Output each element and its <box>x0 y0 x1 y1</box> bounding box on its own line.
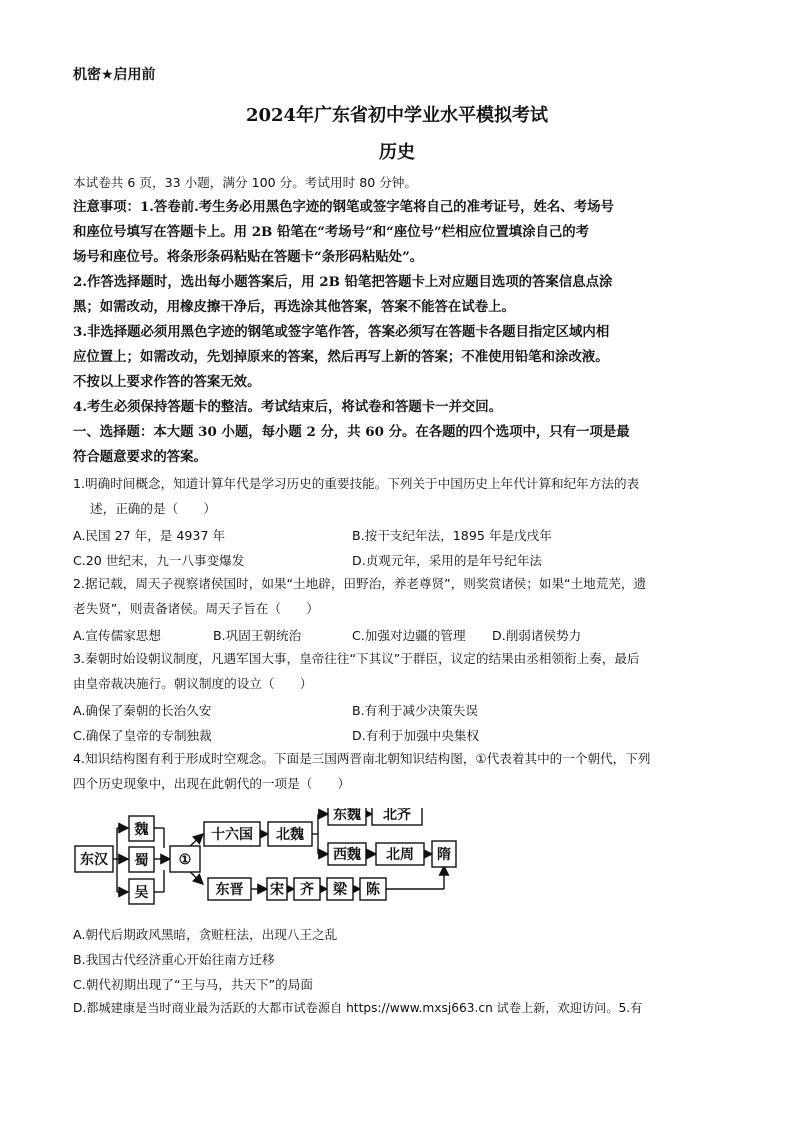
node-xiwei <box>328 843 366 865</box>
node-beiqi <box>372 808 422 825</box>
svg-text:北魏: 北魏 <box>276 827 304 843</box>
notes-line: 和座位号填写在答题卡上。用 2B 铅笔在“考场号”和“座位号”栏相应位置填涂自己的考 <box>73 224 590 240</box>
option-c: C.确保了皇帝的专制独裁 <box>73 728 212 743</box>
node-dongjin <box>208 878 251 900</box>
option-b: B.巩固王朝统治 <box>213 628 302 643</box>
svg-text:东魏: 东魏 <box>333 808 361 823</box>
notes-line: 场号和座位号。将条形条码粘贴在答题卡“条形码粘贴处”。 <box>73 249 424 265</box>
option-a: A.民国 27 年，是 4937 年 <box>73 528 226 543</box>
svg-text:吴: 吴 <box>134 885 149 901</box>
svg-text:东晋: 东晋 <box>215 882 244 898</box>
question-stem: 4.知识结构图有利于形成时空观念。下面是三国两晋南北朝知识结构图，①代表着其中的一个朝代，下列 <box>73 751 651 766</box>
option-d: D.有利于加强中央集权 <box>352 728 480 743</box>
exam-intro: 本试卷共 6 页，33 小题，满分 100 分。考试用时 80 分钟。 <box>73 175 417 190</box>
notes-line: 3.非选择题必须用黑色字迹的钢笔或签字笔作答，答案必须写在答题卡各题目指定区域内相 <box>73 324 610 340</box>
svg-text:蜀: 蜀 <box>134 853 149 869</box>
section-heading: 符合题意要求的答案。 <box>73 449 207 465</box>
svg-text:宋: 宋 <box>270 882 284 898</box>
node-shu <box>129 847 154 872</box>
exam-title: 2024年广东省初中学业水平模拟考试 <box>245 105 549 126</box>
node-wei <box>129 816 154 841</box>
question-stem: 3.秦朝时始设朝议制度，凡遇军国大事，皇帝往往“下其议”于群臣，议定的结果由丞相领衔上奏，最后 <box>73 651 640 666</box>
svg-text:齐: 齐 <box>300 882 314 898</box>
node-sui <box>432 841 456 867</box>
notes-line: 4.考生必须保持答题卡的整洁。考试结束后，将试卷和答题卡一并交回。 <box>73 399 503 415</box>
svg-text:①: ① <box>178 852 192 868</box>
node-circle-one <box>170 846 200 872</box>
subject-title: 历史 <box>379 142 415 163</box>
node-liang <box>327 878 353 900</box>
node-wu <box>129 879 154 904</box>
question-stem: 四个历史现象中，出现在此朝代的一项是（ ） <box>73 776 351 791</box>
question-stem: 老失贤”，则责备诸侯。周天子旨在（ ） <box>73 601 319 616</box>
section-heading: 一、选择题：本大题 30 小题，每小题 2 分，共 60 分。在各题的四个选项中，只有一项是最 <box>73 424 630 440</box>
option-a: A.确保了秦朝的长治久安 <box>73 703 212 718</box>
option-c: C.加强对边疆的管理 <box>352 628 466 643</box>
notes-line: 2.作答选择题时，选出每小题答案后，用 2B 铅笔把答题卡上对应题目选项的答案信息点涂 <box>73 274 613 290</box>
question-stem: 2.据记载，周天子视察诸侯国时，如果“土地辟，田野治，养老尊贤”，则奖赏诸侯；如果“土地荒芜，遗 <box>73 576 647 591</box>
node-song <box>267 878 287 900</box>
node-dongwei <box>328 808 366 825</box>
option-c: C.朝代初期出现了“王与马，共天下”的局面 <box>73 977 313 992</box>
svg-text:梁: 梁 <box>333 882 347 898</box>
svg-text:北周: 北周 <box>386 847 414 863</box>
option-b: B.我国古代经济重心开始往南方迁移 <box>73 952 275 967</box>
node-chen <box>360 878 386 900</box>
notes-line: 注意事项：1.答卷前.考生务必用黑色字迹的钢笔或签字笔将自己的准考证号，姓名、考场号 <box>73 199 614 215</box>
node-beiwei <box>268 822 312 846</box>
option-b: B.按干支纪年法，1895 年是戊戌年 <box>352 528 552 543</box>
notes-line: 黑；如需改动，用橡皮擦干净后，再选涂其他答案，答案不能答在试卷上。 <box>73 299 515 315</box>
node-qi <box>294 878 320 900</box>
svg-text:十六国: 十六国 <box>211 827 253 843</box>
option-a: A.朝代后期政风黑暗，贪赃枉法，出现八王之乱 <box>73 927 338 942</box>
option-b: B.有利于减少决策失误 <box>352 703 478 718</box>
node-donghan <box>75 846 113 872</box>
question-stem: 述，正确的是（ ） <box>90 501 216 516</box>
svg-text:隋: 隋 <box>437 847 451 863</box>
option-d: D.都城建康是当时商业最为活跃的大都市试卷源自 https://www.mxsj663.cn 试卷上新，欢迎访问。5.有 <box>73 1001 643 1015</box>
question-stem: 1.明确时间概念，知道计算年代是学习历史的重要技能。下列关于中国历史上年代计算和纪年方法的表 <box>73 476 640 491</box>
option-c: C.20 世纪末，九一八事变爆发 <box>73 553 245 568</box>
svg-text:陈: 陈 <box>366 882 380 898</box>
svg-text:西魏: 西魏 <box>333 847 361 863</box>
node-shiliuguo <box>204 822 260 846</box>
svg-text:北齐: 北齐 <box>383 808 411 823</box>
svg-text:东汉: 东汉 <box>80 852 108 868</box>
option-d: D.贞观元年，采用的是年号纪年法 <box>352 553 543 568</box>
dynasty-structure-diagram <box>72 808 472 912</box>
notes-line: 应位置上；如需改动，先划掉原来的答案，然后再写上新的答案；不准使用铅笔和涂改液。 <box>73 349 609 365</box>
notes-line: 不按以上要求作答的答案无效。 <box>73 374 261 390</box>
question-stem: 由皇帝裁决施行。朝议制度的设立（ ） <box>73 676 313 691</box>
option-d: D.削弱诸侯势力 <box>492 628 582 643</box>
confidential-mark: 机密★启用前 <box>73 67 156 83</box>
svg-text:魏: 魏 <box>134 822 149 838</box>
node-beizhou <box>376 843 424 865</box>
option-a: A.宣传儒家思想 <box>73 628 161 643</box>
